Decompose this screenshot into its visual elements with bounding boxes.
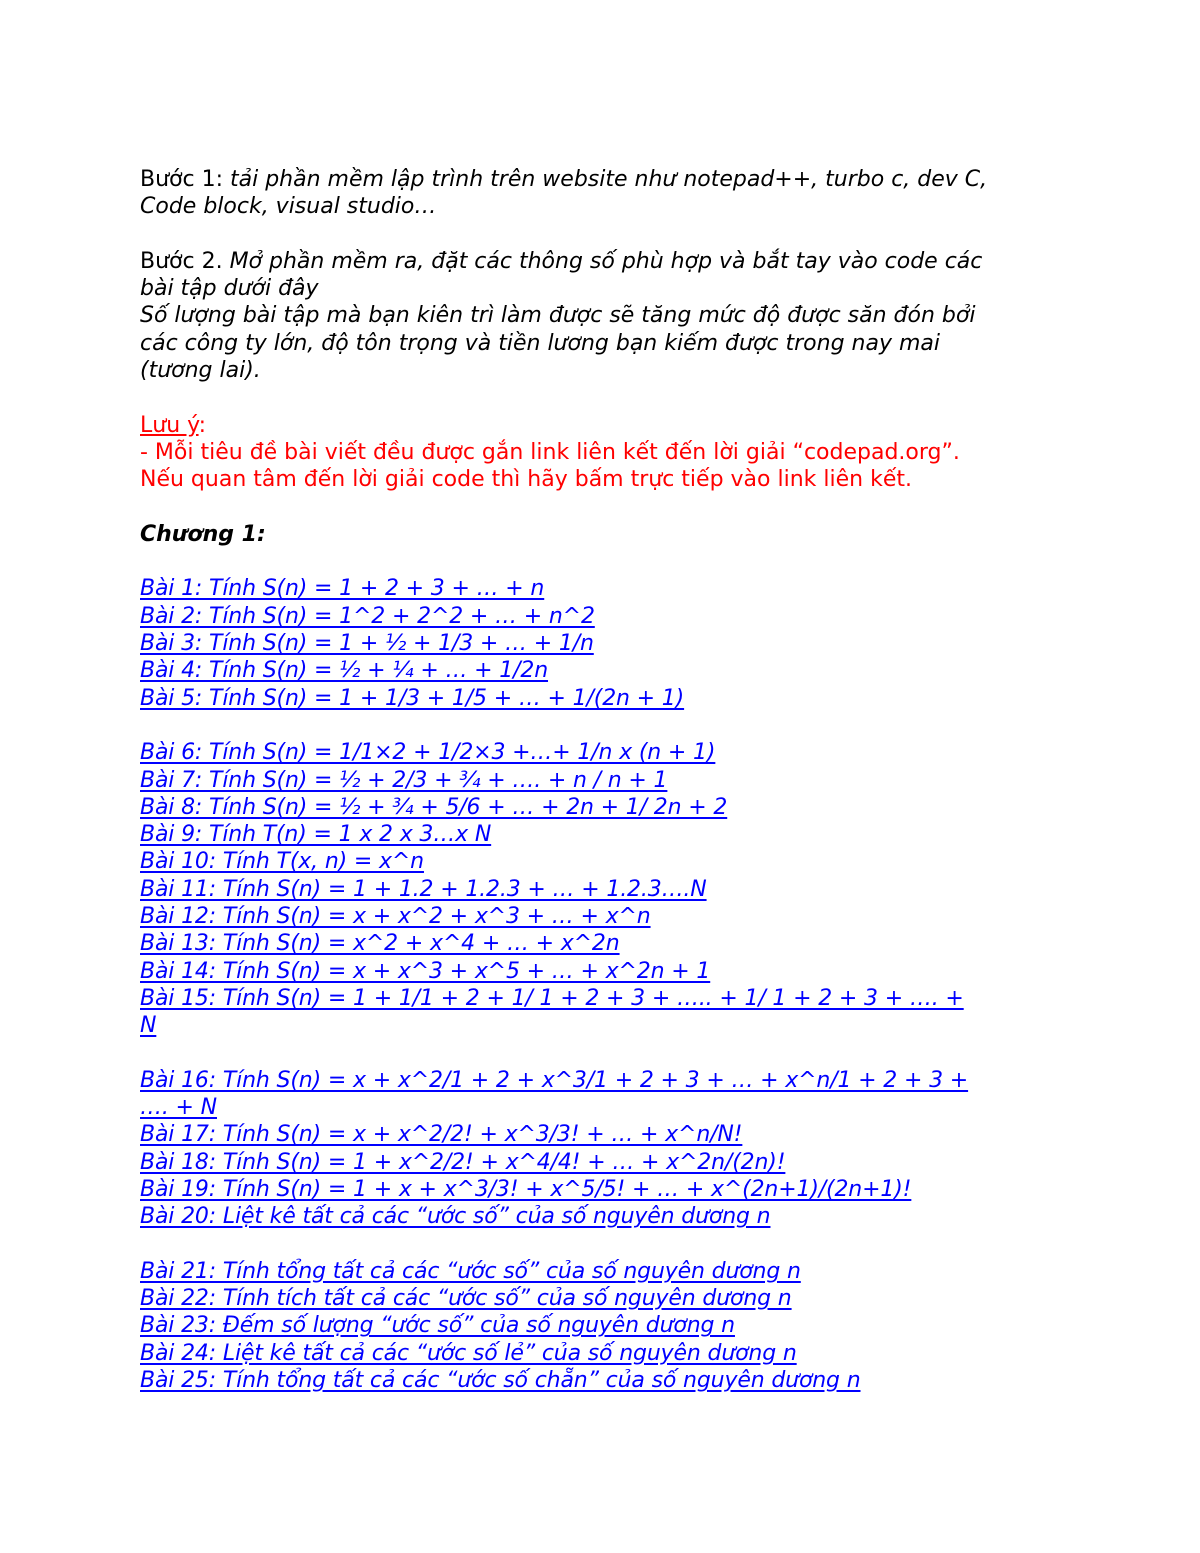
intro-section [140,166,1060,384]
step2-line [140,248,1060,275]
step1-text: tải phần mềm lập trình trên website như notepad++, turbo c, dev C, [230,167,988,192]
exercise-group-1 [140,575,1060,711]
exercise-link-13[interactable]: Bài 13: Tính S(n) = x^2 + x^4 + … + x^2n [140,931,620,957]
exercise-link-17[interactable]: Bài 17: Tính S(n) = x + x^2/2! + x^3/3! + … + x^n/N! [140,1122,743,1148]
exercise-link-15-cont[interactable]: N [140,1013,157,1039]
exercise-link-20[interactable]: Bài 20: Liệt kê tất cả các “ước số” của số nguyên dương n [140,1204,771,1230]
exercise-link-11[interactable]: Bài 11: Tính S(n) = 1 + 1.2 + 1.2.3 + … + 1.2.3….N [140,876,707,902]
note-line-2: Nếu quan tâm đến lời giải code thì hãy bấm trực tiếp vào link liên kết. [140,467,912,493]
note-colon: : [198,412,206,438]
exercise-link-22[interactable]: Bài 22: Tính tích tất cả các “ước số” của số nguyên dương n [140,1286,792,1312]
exercise-link-12[interactable]: Bài 12: Tính S(n) = x + x^2 + x^3 + … + x^n [140,904,651,930]
exercise-link-8[interactable]: Bài 8: Tính S(n) = ½ + ¾ + 5/6 + … + 2n + 1/ 2n + 2 [140,794,728,820]
exercise-link-9[interactable]: Bài 9: Tính T(n) = 1 x 2 x 3…x N [140,822,492,848]
exercise-link-19[interactable]: Bài 19: Tính S(n) = 1 + x + x^3/3! + x^5/5! + … + x^(2n+1)/(2n+1)! [140,1176,912,1202]
exercise-link-25[interactable]: Bài 25: Tính tổng tất cả các “ước số chẵn” của số nguyên dương n [140,1368,861,1394]
step1-line [140,166,1060,193]
motivation-line-2: các công ty lớn, độ tôn trọng và tiền lương bạn kiếm được trong nay mai [140,330,941,356]
exercise-group-3 [140,1067,1060,1231]
exercise-link-1[interactable]: Bài 1: Tính S(n) = 1 + 2 + 3 + … + n [140,576,545,602]
exercise-link-24[interactable]: Bài 24: Liệt kê tất cả các “ước số lẻ” của số nguyên dương n [140,1340,797,1366]
document-page [140,166,1060,1394]
step2-text-cont: bài tập dưới đây [140,276,319,302]
step2-text: Mở phần mềm ra, đặt các thông số phù hợp và bắt tay vào code các [229,248,983,274]
exercise-link-3[interactable]: Bài 3: Tính S(n) = 1 + ½ + 1/3 + … + 1/n [140,631,594,657]
note-section [140,412,1060,494]
exercise-link-2[interactable]: Bài 2: Tính S(n) = 1^2 + 2^2 + … + n^2 [140,603,595,629]
chapter-title: Chương 1: [140,521,266,547]
note-title: Lưu ý [140,412,199,438]
exercise-link-7[interactable]: Bài 7: Tính S(n) = ½ + 2/3 + ¾ + …. + n / n + 1 [140,767,668,793]
exercise-link-14[interactable]: Bài 14: Tính S(n) = x + x^3 + x^5 + … + x^2n + 1 [140,958,711,984]
note-heading [140,412,1060,439]
exercise-link-16[interactable]: Bài 16: Tính S(n) = x + x^2/1 + 2 + x^3/1 + 2 + 3 + … + x^n/1 + 2 + 3 + [140,1067,969,1093]
exercise-link-23[interactable]: Bài 23: Đếm số lượng “ước số” của số nguyên dương n [140,1313,735,1339]
step1-label: Bước 1: [140,167,230,192]
exercise-link-15[interactable]: Bài 15: Tính S(n) = 1 + 1/1 + 2 + 1/ 1 + 2 + 3 + ….. + 1/ 1 + 2 + 3 + …. + [140,985,964,1011]
motivation-line-1: Số lượng bài tập mà bạn kiên trì làm được sẽ tăng mức độ được săn đón bởi [140,303,976,329]
exercise-link-4[interactable]: Bài 4: Tính S(n) = ½ + ¼ + … + 1/2n [140,658,549,684]
exercise-group-4 [140,1258,1060,1394]
motivation-line-3: (tương lai). [140,358,261,384]
step2-label: Bước 2. [140,248,230,274]
exercise-link-6[interactable]: Bài 6: Tính S(n) = 1/1×2 + 1/2×3 +…+ 1/n x (n + 1) [140,740,716,766]
exercise-link-16-cont[interactable]: …. + N [140,1095,217,1121]
note-line-1: - Mỗi tiêu đề bài viết đều được gắn link liên kết đến lời giải “codepad.org”. [140,439,960,465]
exercise-link-10[interactable]: Bài 10: Tính T(x, n) = x^n [140,849,424,875]
exercise-group-2 [140,739,1060,1039]
step1-text-cont: Code block, visual studio… [140,194,437,220]
exercise-link-18[interactable]: Bài 18: Tính S(n) = 1 + x^2/2! + x^4/4! + … + x^2n/(2n)! [140,1149,786,1175]
exercise-link-21[interactable]: Bài 21: Tính tổng tất cả các “ước số” của số nguyên dương n [140,1258,801,1284]
exercise-link-5[interactable]: Bài 5: Tính S(n) = 1 + 1/3 + 1/5 + … + 1/(2n + 1) [140,685,685,711]
